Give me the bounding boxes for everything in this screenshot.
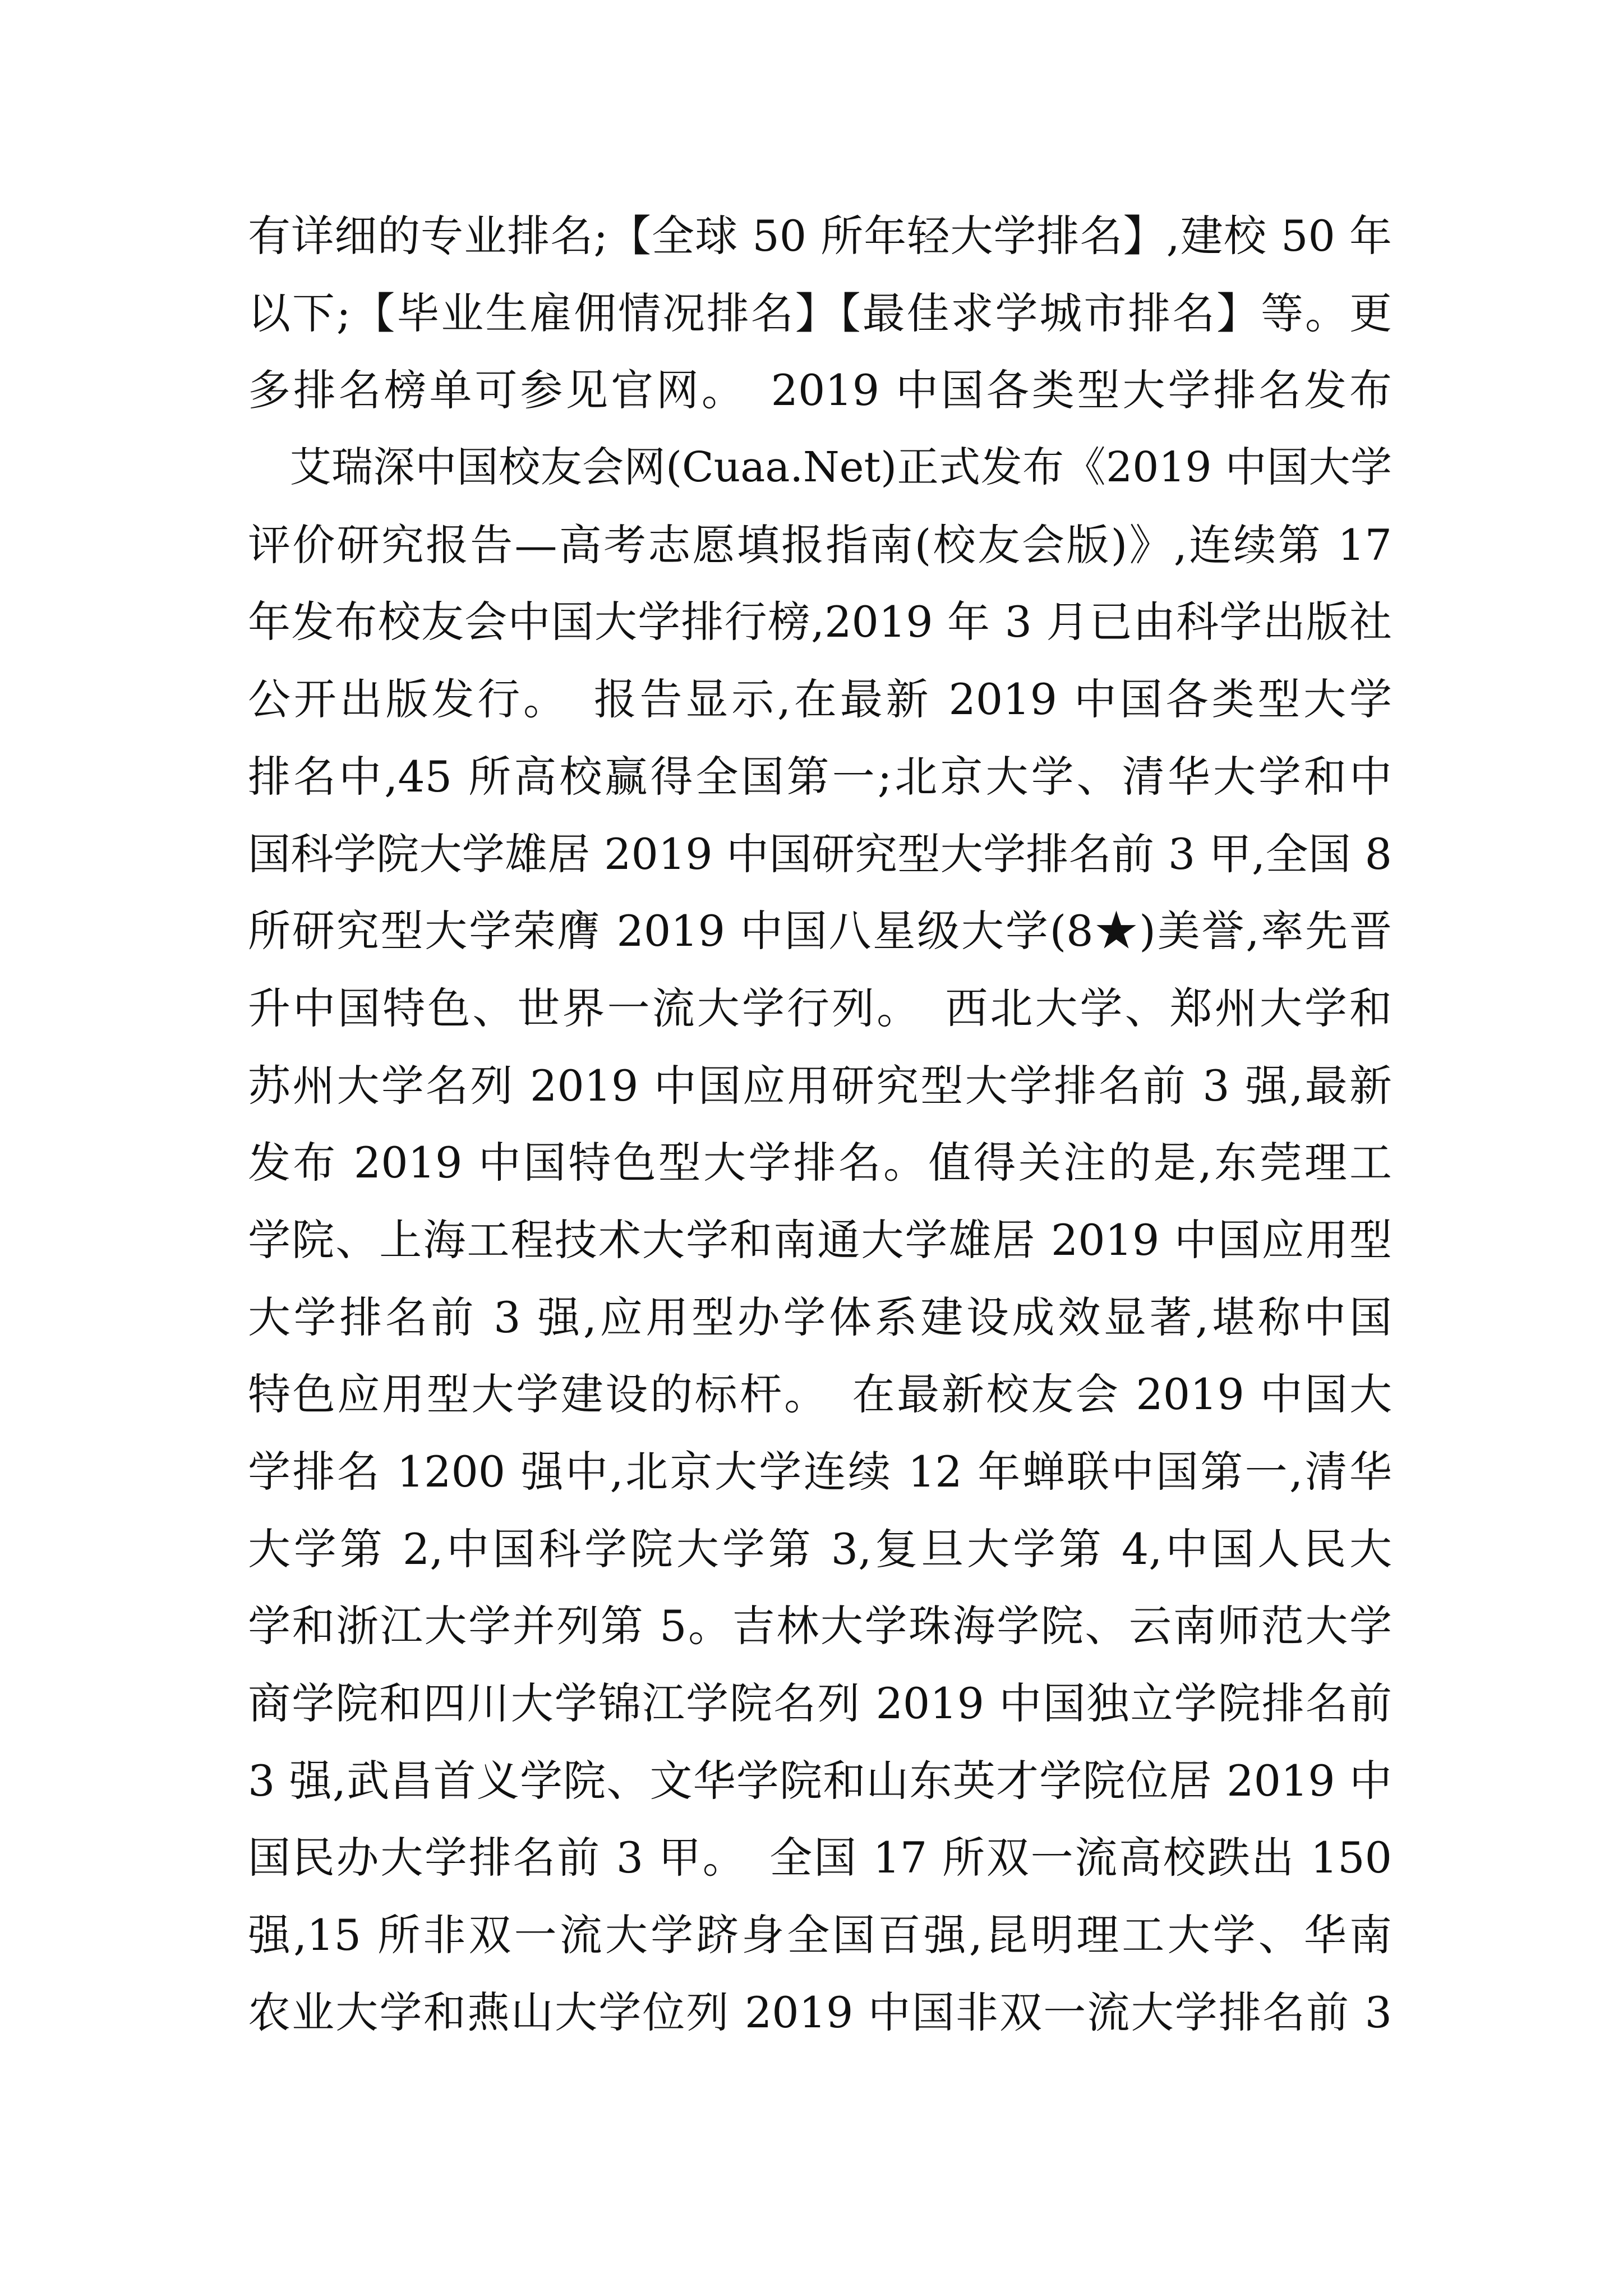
text-line: 以下;【毕业生雇佣情况排名】【最佳求学城市排名】等。更 <box>248 288 1392 338</box>
text-line: 多排名榜单可参见官网。 2019 中国各类型大学排名发布 <box>248 365 1392 416</box>
text-line: 强,15 所非双一流大学跻身全国百强,昆明理工大学、华南 <box>248 1910 1392 1961</box>
text-line: 学院、上海工程技术大学和南通大学雄居 2019 中国应用型 <box>248 1214 1392 1265</box>
text-line: 排名中,45 所高校赢得全国第一;北京大学、清华大学和中 <box>248 751 1392 802</box>
text-line: 艾瑞深中国校友会网(Cuaa.Net)正式发布《2019 中国大学 <box>248 443 1392 492</box>
text-line: 大学第 2,中国科学院大学第 3,复旦大学第 4,中国人民大 <box>248 1524 1392 1574</box>
text-line: 升中国特色、世界一流大学行列。 西北大学、郑州大学和 <box>248 983 1392 1033</box>
text-line: 发布 2019 中国特色型大学排名。值得关注的是,东莞理工 <box>248 1138 1392 1188</box>
text-line: 3 强,武昌首义学院、文华学院和山东英才学院位居 2019 中 <box>248 1755 1392 1806</box>
text-line: 所研究型大学荣膺 2019 中国八星级大学(8★)美誉,率先晋 <box>248 906 1392 956</box>
text-line: 年发布校友会中国大学排行榜,2019 年 3 月已由科学出版社 <box>248 597 1392 647</box>
text-line: 特色应用型大学建设的标杆。 在最新校友会 2019 中国大 <box>248 1369 1392 1420</box>
text-line: 商学院和四川大学锦江学院名列 2019 中国独立学院排名前 <box>248 1678 1392 1729</box>
body-text <box>248 197 1392 2051</box>
text-line: 国民办大学排名前 3 甲。 全国 17 所双一流高校跌出 150 <box>248 1833 1392 1883</box>
text-line: 苏州大学名列 2019 中国应用研究型大学排名前 3 强,最新 <box>248 1060 1392 1111</box>
text-line: 公开出版发行。 报告显示,在最新 2019 中国各类型大学 <box>248 674 1392 725</box>
text-line: 大学排名前 3 强,应用型办学体系建设成效显著,堪称中国 <box>248 1292 1392 1342</box>
text-line: 学和浙江大学并列第 5。吉林大学珠海学院、云南师范大学 <box>248 1601 1392 1651</box>
text-line: 农业大学和燕山大学位列 2019 中国非双一流大学排名前 3 <box>248 1987 1392 2037</box>
text-line: 有详细的专业排名;【全球 50 所年轻大学排名】,建校 50 年 <box>248 211 1392 261</box>
text-line: 学排名 1200 强中,北京大学连续 12 年蝉联中国第一,清华 <box>248 1447 1392 1497</box>
text-line: 评价研究报告—高考志愿填报指南(校友会版)》,连续第 17 <box>248 519 1392 570</box>
text-line: 国科学院大学雄居 2019 中国研究型大学排名前 3 甲,全国 8 <box>248 829 1392 879</box>
